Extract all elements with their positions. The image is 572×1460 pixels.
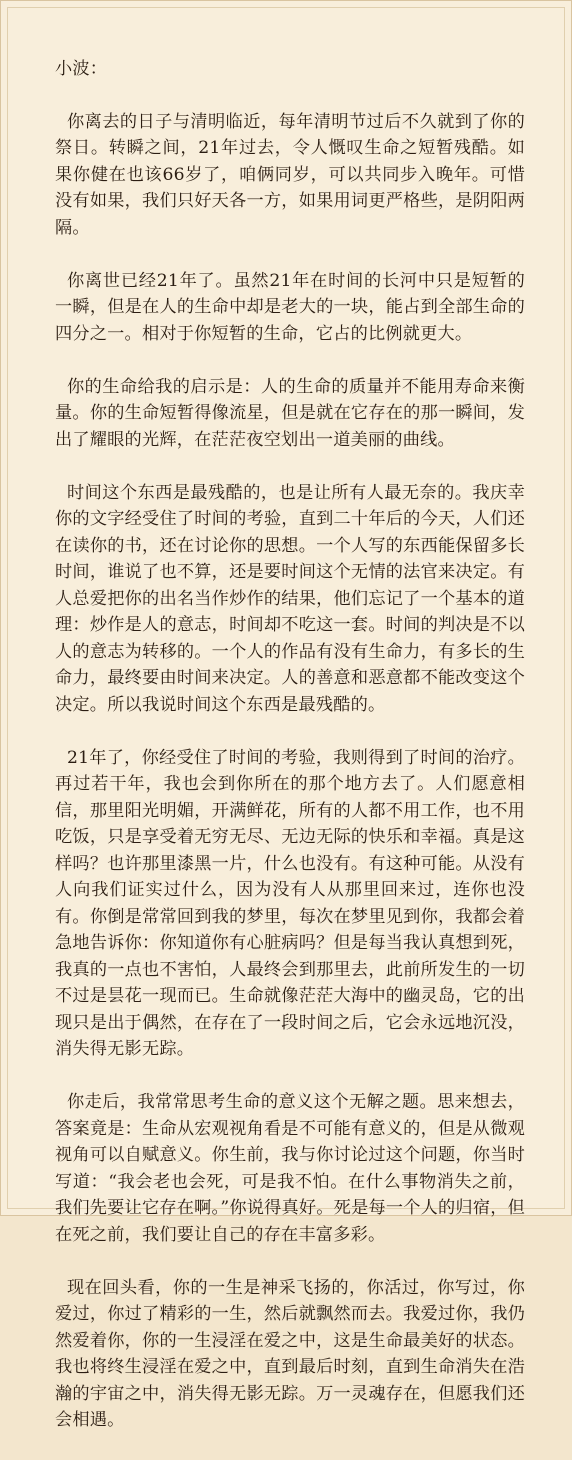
letter-paragraph-6: 你走后，我常常思考生命的意义这个无解之题。思来想去，答案竟是：生命从宏观视角看是不可能有意义的，但是从微观视角可以自赋意义。你生前，我与你讨论过这个问题，你当时写道：“我会老也会死，可是我不怕。在什么事物消失之前，我们先要让它存在啊。”你说得真好。死是每一个人的归宿，但在死之前，我们要让自己的存在丰富多彩。: [55, 1092, 525, 1245]
letter-paragraph-5: 21年了，你经受住了时间的考验，我则得到了时间的治疗。再过若干年，我也会到你所在的那个地方去了。人们愿意相信，那里阳光明媚，开满鲜花，所有的人都不用工作，也不用吃饭，只是享受着无穷无尽、无边无际的快乐和幸福。真是这样吗？也许那里漆黑一片，什么也没有。有这种可能。从没有人向我们证实过什么，因为没有人从那里回来过，连你也没有。你倒是常常回到我的梦里，每次在梦里见到你，我都会着急地告诉你：你知道你有心脏病吗？但是每当我认真想到死，我真的一点也不害怕，人最终会到那里去，此前所发生的一切不过是昙花一现而已。生命就像茫茫大海中的幽灵岛，它的出现只是出于偶然，在存在了一段时间之后，它会永远地沉没，消失得无影无踪。: [55, 747, 525, 1059]
letter-body: [55, 56, 525, 1460]
letter-paragraph-2: 你离世已经21年了。虽然21年在时间的长河中只是短暂的一瞬，但是在人的生命中却是老大的一块，能占到全部生命的四分之一。相对于你短暂的生命，它占的比例就更大。: [55, 270, 525, 344]
letter-paragraph-3: 你的生命给我的启示是：人的生命的质量并不能用寿命来衡量。你的生命短暂得像流星，但是就在它存在的那一瞬间，发出了耀眼的光辉，在茫茫夜空划出一道美丽的曲线。: [55, 376, 525, 450]
letter-salutation: 小波：: [55, 59, 108, 79]
letter-paragraph-7: 现在回头看，你的一生是神采飞扬的，你活过，你写过，你爱过，你过了精彩的一生，然后就飘然而去。我爱过你，我仍然爱着你，你的一生浸淫在爱之中，这是生命最美好的状态。我也将终生浸淫在爱之中，直到最后时刻，直到生命消失在浩瀚的宇宙之中，消失得无影无踪。万一灵魂存在，但愿我们还会相遇。: [55, 1277, 525, 1430]
letter-paragraph-1: 你离去的日子与清明临近，每年清明节过后不久就到了你的祭日。转瞬之间，21年过去，令人慨叹生命之短暂残酷。如果你健在也该66岁了，咱俩同岁，可以共同步入晚年。可惜没有如果，我们只好天各一方，如果用词更严格些，是阴阳两隔。: [55, 111, 525, 238]
letter-paragraph-4: 时间这个东西是最残酷的，也是让所有人最无奈的。我庆幸你的文字经受住了时间的考验，直到二十年后的今天，人们还在读你的书，还在讨论你的思想。一个人写的东西能保留多长时间，谁说了也不算，还是要时间这个无情的法官来决定。有人总爱把你的出名当作炒作的结果，他们忘记了一个基本的道理：炒作是人的意志，时间却不吃这一套。时间的判决是不以人的意志为转移的。一个人的作品有没有生命力，有多长的生命力，最终要由时间来决定。人的善意和恶意都不能改变这个决定。所以我说时间这个东西是最残酷的。: [55, 482, 525, 715]
